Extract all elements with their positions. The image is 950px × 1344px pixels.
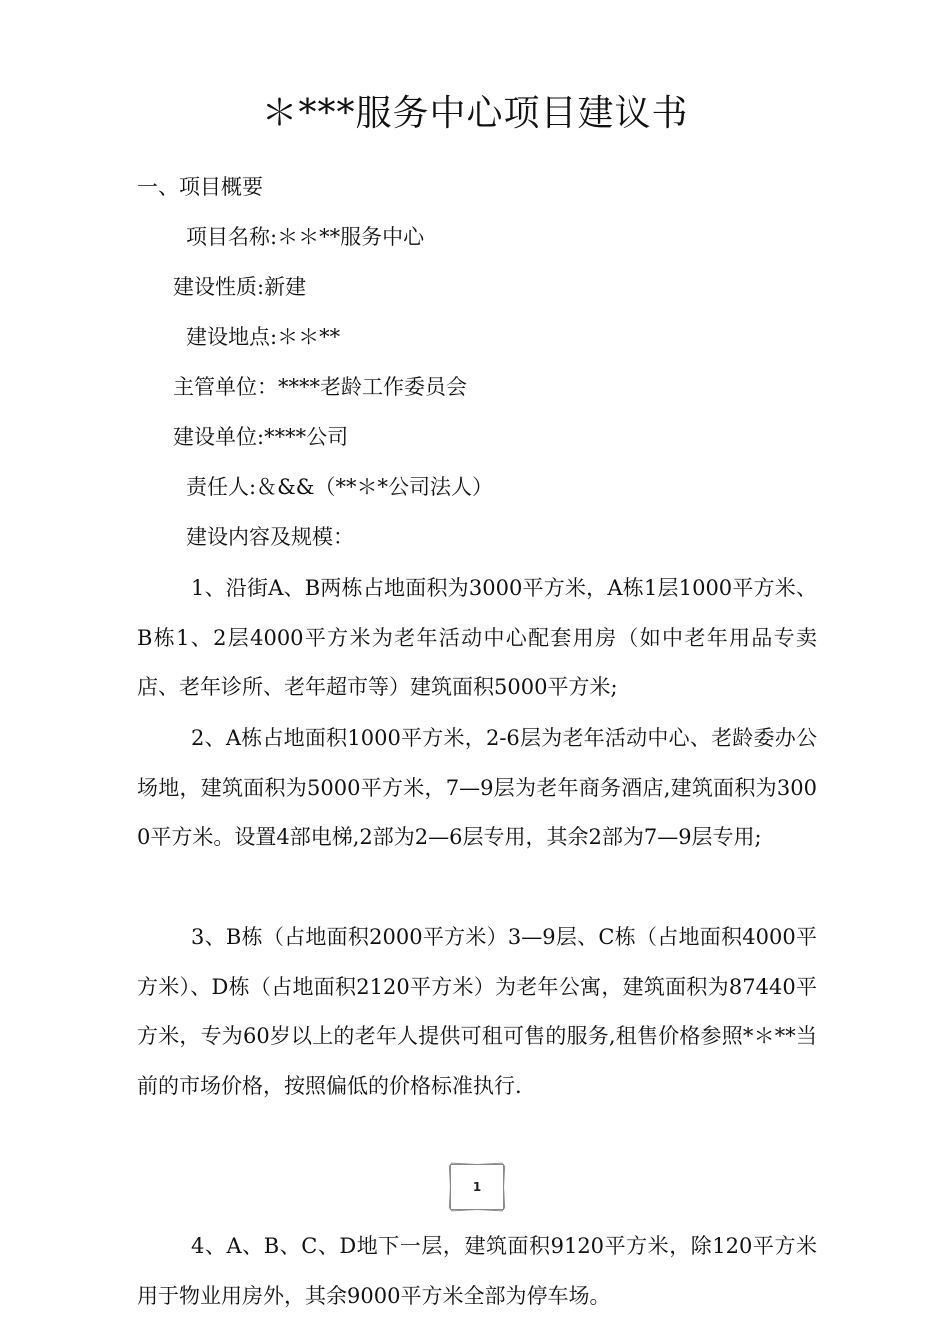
field-supervising-unit: 主管单位：****老龄工作委员会: [173, 375, 467, 399]
paragraph-item-2: 2、A栋占地面积1000平方米，2-6层为老年活动中心、老龄委办公场地，建筑面积为5000平方米，7—9层为老年商务酒店,建筑面积为3000平方米。设置4部电梯,2部为2—6层专用，其余2部为7—9层专用;: [137, 726, 817, 849]
paragraph-item-1: 1、沿街A、B两栋占地面积为3000平方米，A栋1层1000平方米、B栋1、2层4000平方米为老年活动中心配套用房（如中老年用品专卖店、老年诊所、老年超市等）建筑面积5000平方米;: [137, 576, 817, 699]
section-heading: 一、项目概要: [137, 175, 263, 199]
field-construction-unit: 建设单位:****公司: [173, 425, 349, 449]
field-project-name: 项目名称:＊＊**服务中心: [186, 225, 425, 249]
page-number-box: [446, 1160, 508, 1214]
field-construction-site: 建设地点:＊＊**: [186, 325, 341, 349]
paragraph-item-3: 3、B栋（占地面积2000平方米）3—9层、C栋（占地面积4000平方米）、D栋（占地面积2120平方米）为老年公寓，建筑面积为87440平方米，专为60岁以上的老年人提供可租可售的服务,租售价格参照*＊**当前的市场价格，按照偏低的价格标准执行.: [137, 925, 817, 1098]
field-content-scale-label: 建设内容及规模：: [186, 525, 354, 549]
paragraph-item-4: 4、A、B、C、D地下一层，建筑面积9120平方米，除120平方米用于物业用房外，其余9000平方米全部为停车场。: [137, 1234, 817, 1308]
field-construction-nature: 建设性质:新建: [173, 275, 307, 299]
field-responsible-person: 责任人:＆&&（**＊*公司法人）: [186, 475, 493, 499]
page-number: 1: [450, 1164, 504, 1210]
document-title: ＊***服务中心项目建议书: [261, 93, 689, 134]
